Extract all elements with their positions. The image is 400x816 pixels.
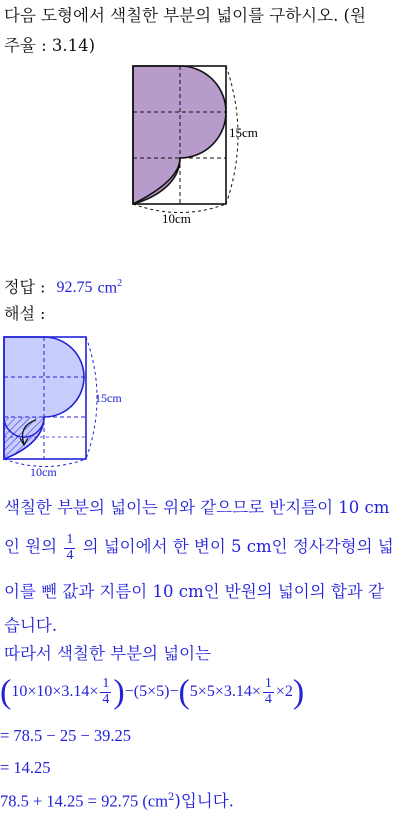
fraction-denominator: 4 xyxy=(66,547,74,563)
solution-text-4: 습니다. xyxy=(4,616,58,635)
equation-line: (10×10×3.14× $\frac{1}{4}$ )−(5×5)−(5×5×3.14× $\frac{1}{4}$ ×2) xyxy=(0,673,305,711)
solution-text-3: 이를 뺀 값과 지름이 10 cm인 반원의 넓이의 합과 같 xyxy=(4,582,384,601)
answer-line xyxy=(4,270,122,302)
equation-term-4: ×2 xyxy=(275,683,293,700)
hatched-square xyxy=(4,417,44,459)
answer-exp: 2 xyxy=(117,278,123,289)
solution-width-label: 10cm xyxy=(30,465,57,479)
fraction-numerator: 1 xyxy=(66,531,74,547)
solution-text-1: 색칠한 부분의 넓이는 위와 같으므로 반지름이 10 cm xyxy=(4,498,390,517)
height-label: 15cm xyxy=(229,125,258,140)
fraction-quarter xyxy=(64,533,75,563)
answer-label: 정답 : xyxy=(4,277,46,297)
final-exp: 2 xyxy=(168,792,175,803)
solution-height-label: 15cm xyxy=(95,391,122,405)
solution-text-2a: 인 원의 xyxy=(4,537,58,556)
problem-figure xyxy=(125,63,258,228)
equation-term-3: 5×5×3.14× xyxy=(189,683,261,700)
solution-figure xyxy=(0,334,140,479)
question-line-2: 주율 : 3.14) xyxy=(4,36,96,55)
question-line-1: 다음 도형에서 색칠한 부분의 넓이를 구하시오. (원 xyxy=(4,6,366,25)
final-line xyxy=(0,784,234,816)
answer-unit: cm xyxy=(97,279,118,297)
shaded-region xyxy=(133,66,226,204)
eq-frac-den-1: 4 xyxy=(102,692,110,708)
equation-term-2: −(5×5)− xyxy=(124,683,179,700)
calc-line-1: = 78.5 − 25 − 39.25 xyxy=(0,726,132,745)
eq-frac-num-1: 1 xyxy=(102,676,110,692)
final-suffix: )입니다. xyxy=(174,791,234,811)
answer-value: 92.75 xyxy=(56,279,93,297)
eq-frac-num-2: 1 xyxy=(264,676,272,692)
solution-text-2b: 의 넓이에서 한 변이 5 cm인 정사각형의 넓 xyxy=(82,537,394,556)
solution-label: 해설 : xyxy=(4,304,46,323)
equation-term-1: 10×10×3.14× xyxy=(11,683,99,700)
solution-text-2 xyxy=(4,530,394,564)
solution-text-5: 따라서 색칠한 부분의 넓이는 xyxy=(4,644,212,663)
width-label: 10cm xyxy=(162,211,191,226)
eq-frac-den-2: 4 xyxy=(264,692,272,708)
calc-line-2: = 14.25 xyxy=(0,758,51,777)
final-text: 78.5 + 14.25 = 92.75 (cm xyxy=(0,791,169,811)
